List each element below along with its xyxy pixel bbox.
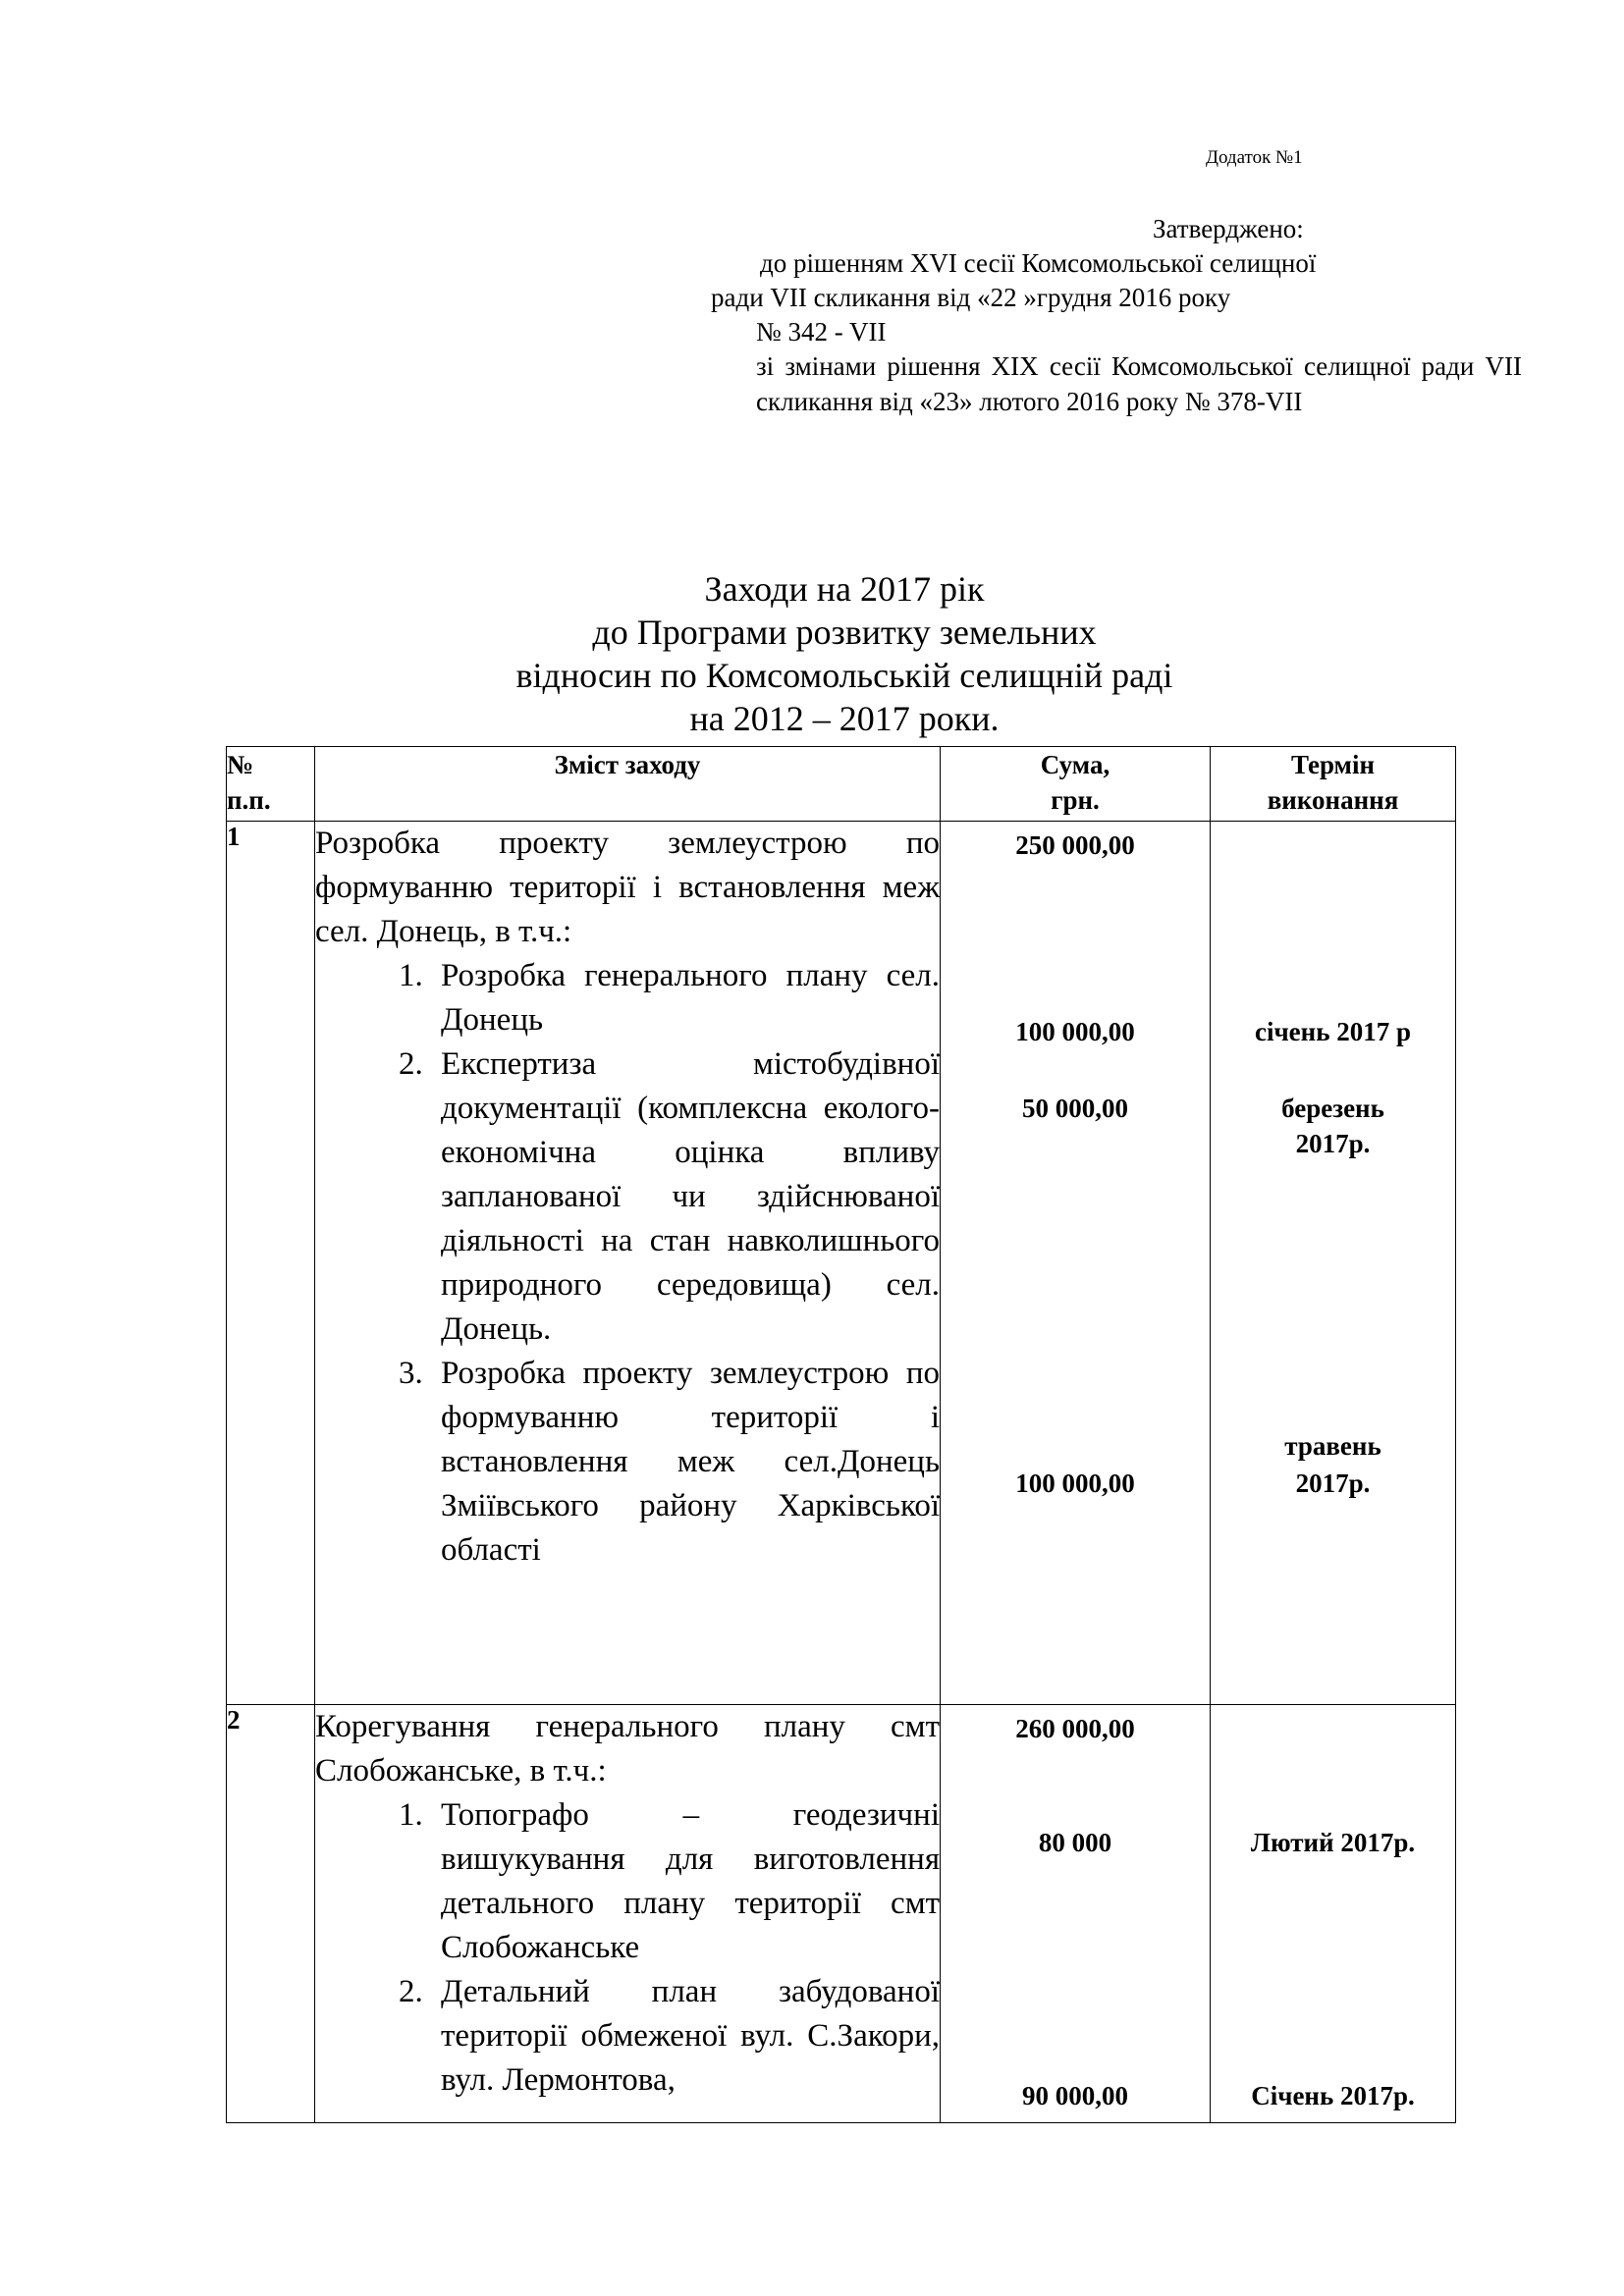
term: травень [1284, 1431, 1381, 1461]
total-sum: 260 000,00 [1015, 1714, 1135, 1743]
sub-sum: 100 000,00 [1015, 1017, 1135, 1046]
row-description [315, 822, 941, 1705]
sub-item: 1. Топографо – геодезичні вишукування для виготовлення детального плану території смт Слобожанське [431, 1793, 940, 1970]
amendment-text: зі змінами рішення XIX сесії Комсомольської селищної ради VII скликання від «23» лютого 2016 року № 378-VII [756, 351, 1522, 416]
header-number: № п.п. [227, 747, 315, 822]
measure-text: Розробка проекту землеустрою по формуванню території і встановлення меж сел. Донець, в т.ч.: [315, 826, 940, 949]
sub-sum: 100 000,00 [1015, 1468, 1135, 1498]
term: березень [1281, 1094, 1384, 1123]
measures-table [226, 746, 1456, 2123]
appendix-label: Додаток №1 [1206, 147, 1303, 168]
row-sum-cell [941, 822, 1211, 1705]
sub-item: 2. Детальний план забудованої території обмеженої вул. С.Закори, вул. Лермонтова, [431, 1970, 940, 2103]
table-header-row [227, 747, 1456, 822]
approved-decision-line: до рішенням XVI сесії Комсомольської селищної [760, 248, 1317, 278]
document-title [0, 567, 1624, 740]
measure-text: Корегування генерального плану смт Слобожанське, в т.ч.: [315, 1709, 940, 1789]
row-description [315, 1705, 941, 2123]
title-line-3: відносин по Комсомольській селищній раді [515, 656, 1173, 695]
title-line-2: до Програми розвитку земельних [592, 613, 1097, 652]
term: 2017р. [1295, 1468, 1371, 1498]
row-term-cell [1211, 1705, 1456, 2123]
sub-item: 3. Розробка проекту землеустрою по формуванню території і встановлення меж сел.Донець Зміївського району Харківської області [431, 1352, 940, 1573]
header-sum: Сума, грн. [941, 747, 1211, 822]
term: січень 2017 р [1254, 1017, 1412, 1046]
term: Лютий 2017р. [1250, 1828, 1416, 1857]
term: 2017р. [1295, 1129, 1371, 1158]
table-row [227, 822, 1456, 1705]
sub-item: 2. Експертиза містобудівної документації (комплексна еколого-економічна оцінка впливу запланованої чи здійснюваної діяльності на стан навколишнього природного середовища) сел. Донець. [431, 1042, 940, 1352]
header-term: Термін виконання [1211, 747, 1456, 822]
title-line-1: Заходи на 2017 рік [704, 569, 985, 609]
sub-sum: 50 000,00 [1022, 1094, 1128, 1123]
row-number: 2 [227, 1705, 315, 2123]
table-row [227, 1705, 1456, 2123]
row-term-cell [1211, 822, 1456, 1705]
header-content: Зміст заходу [315, 747, 941, 822]
row-sum-cell [941, 1705, 1211, 2123]
sub-item: 1. Розробка генерального плану сел. Донець [431, 954, 940, 1042]
total-sum: 250 000,00 [1015, 830, 1135, 860]
sub-sum: 90 000,00 [1022, 2081, 1128, 2110]
approved-date-line: ради VII скликання від «22 »грудня 2016 року [711, 283, 1231, 312]
approved-heading: Затверджено: [1153, 214, 1304, 243]
sub-sum: 80 000 [1038, 1828, 1112, 1857]
term: Січень 2017р. [1251, 2081, 1415, 2110]
row-number: 1 [227, 822, 315, 1705]
title-line-4: на 2012 – 2017 роки. [689, 699, 1000, 738]
approved-number-line: № 342 - VII [756, 317, 887, 347]
